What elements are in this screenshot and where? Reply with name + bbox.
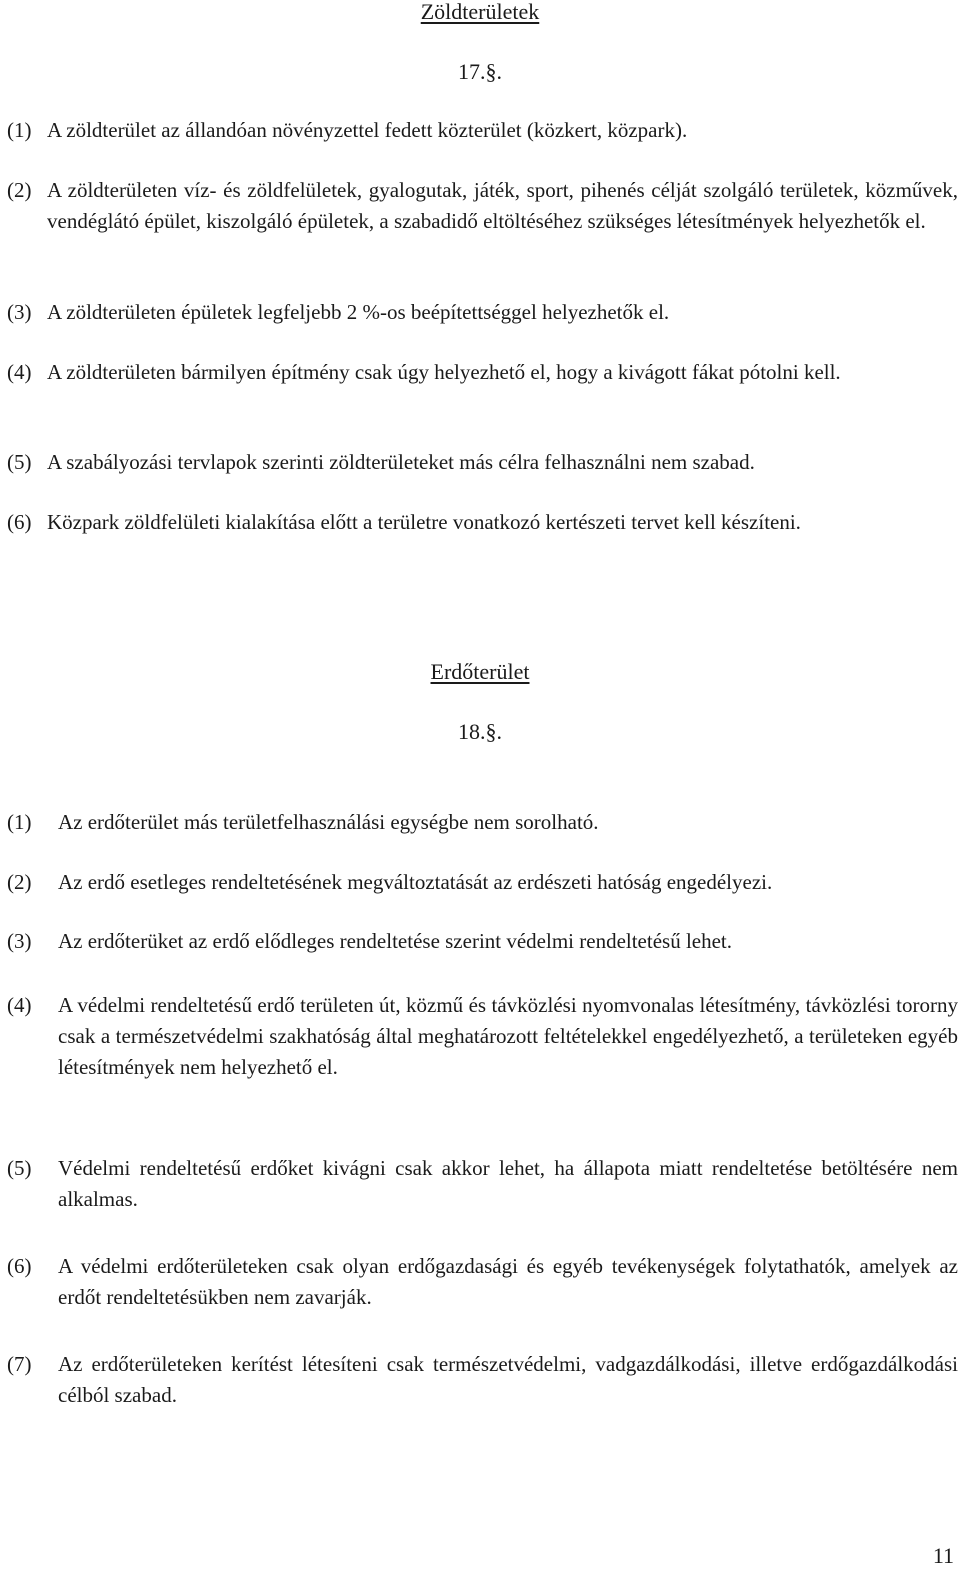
paragraph-number: (7) [7,1352,32,1376]
paragraph-text: Az erdőterüket az erdő elődleges rendeltetése szerint védelmi rendeltetésű lehet. [58,929,733,953]
paragraph-number: (2) [7,178,32,202]
paragraph-text: Az erdőterület más területfelhasználási egységbe nem sorolható. [58,810,599,834]
paragraph-text: A zöldterületen víz- és zöldfelületek, gyalogutak, játék, sport, pihenés célját szolgáló területek, közművek, vendéglátó épület, kiszolgáló épületek, a szabadidő eltöltéséhez szükséges létesítmények helyezhetők el. [47,178,958,233]
paragraph-text: Védelmi rendeltetésű erdőket kivágni csak akkor lehet, ha állapota miatt rendeltetése betöltésére nem alkalmas. [58,1156,958,1211]
paragraph-text: A zöldterület az állandóan növényzettel fedett közterület (közkert, közpark). [47,118,688,142]
paragraph-number: (1) [7,118,32,142]
paragraph-number: (3) [7,929,32,953]
paragraph-number: (6) [7,1254,32,1278]
paragraph-17-6 [7,507,958,538]
section-number-17: 17.§. [458,59,502,84]
paragraph-text: Közpark zöldfelületi kialakítása előtt a területre vonatkozó kertészeti tervet kell készíteni. [47,510,801,534]
paragraph-number: (2) [7,870,32,894]
paragraph-17-1 [7,115,958,146]
paragraph-17-4 [7,357,958,388]
page-number: 11 [932,1543,954,1568]
paragraph-17-5 [7,447,958,478]
paragraph-text: A zöldterületen épületek legfeljebb 2 %-os beépítettséggel helyezhetők el. [47,300,670,324]
paragraph-text: Az erdőterületeken kerítést létesíteni csak természetvédelmi, vadgazdálkodási, illetve erdőgazdálkodási célból szabad. [58,1352,958,1407]
paragraph-18-2 [7,867,958,898]
paragraph-text: A védelmi erdőterületeken csak olyan erdőgazdasági és egyéb tevékenységek folytathatók, amelyek az erdőt rendeltetésükben nem zavarják. [58,1254,958,1309]
paragraph-text: A szabályozási tervlapok szerinti zöldterületeket más célra felhasználni nem szabad. [47,450,755,474]
paragraph-text: A zöldterületen bármilyen építmény csak úgy helyezhető el, hogy a kivágott fákat pótolni kell. [47,360,841,384]
paragraph-18-6 [7,1251,958,1313]
paragraph-number: (5) [7,1156,32,1180]
section-title-erdoterulet: Erdőterület [430,659,530,684]
paragraph-18-3 [7,926,958,957]
paragraph-17-2 [7,175,958,237]
paragraph-number: (6) [7,510,32,534]
paragraph-text: A védelmi rendeltetésű erdő területen út, közmű és távközlési nyomvonalas létesítmény, távközlési tororny csak a természetvédelmi szakhatóság által meghatározott feltételekkel engedélyezhető, a területeken egyéb létesítmények nem helyezhető el. [58,993,958,1079]
paragraph-18-5 [7,1153,958,1215]
paragraph-number: (3) [7,300,32,324]
paragraph-18-1 [7,807,958,838]
section-title-zoldteruletek: Zöldterületek [420,0,540,24]
paragraph-17-3 [7,297,958,328]
section-number-18: 18.§. [458,719,502,744]
paragraph-18-4 [7,990,958,1083]
paragraph-number: (5) [7,450,32,474]
paragraph-text: Az erdő esetleges rendeltetésének megváltoztatását az erdészeti hatóság engedélyezi. [58,870,773,894]
paragraph-number: (4) [7,360,32,384]
paragraph-number: (4) [7,993,32,1017]
paragraph-number: (1) [7,810,32,834]
paragraph-18-7 [7,1349,958,1411]
